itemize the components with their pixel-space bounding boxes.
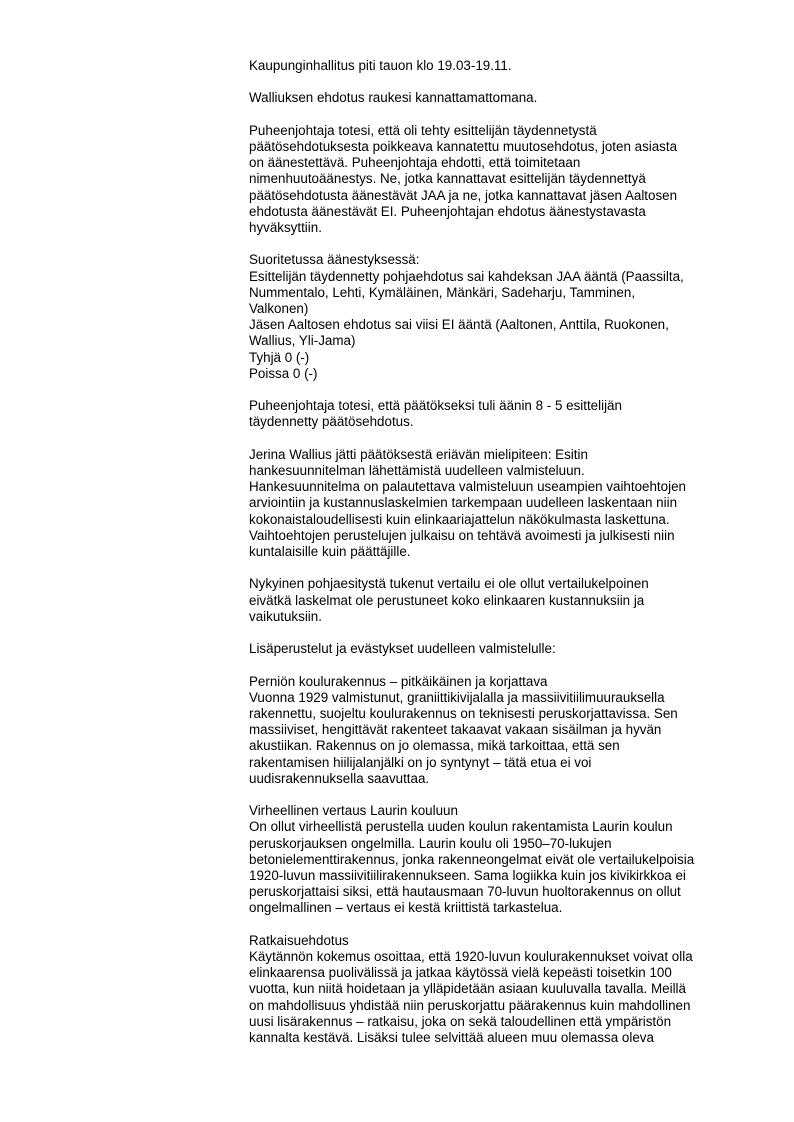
paragraph-section-solution xyxy=(249,933,749,1046)
text-line: peruskorjauksen ongelmilla. Laurin koulu oli 1950–70-lukujen xyxy=(249,835,612,851)
text-line: uusi lisärakennus – ratkaisu, joka on sekä taloudellinen että ympäristön xyxy=(249,1013,672,1029)
paragraph-additional-grounds-heading xyxy=(249,641,749,657)
text-line: hankesuunnitelman lähettämistä uudelleen valmisteluun. xyxy=(249,463,585,478)
text-line: Puheenjohtaja totesi, että oli tehty esittelijän täydennetystä xyxy=(249,122,597,138)
text-line: Vaihtoehtojen perustelujen julkaisu on tehtävä avoimesti ja julkisesti niin xyxy=(249,527,675,543)
text-line: betonielementtirakennus, jonka rakenneongelmat eivät ole vertailukelpoisia xyxy=(249,851,695,867)
text-line: Wallius, Yli-Jama) xyxy=(249,333,356,349)
text-line: on äänestettävä. Puheenjohtaja ehdotti, että toimitetaan xyxy=(249,155,581,171)
text-line: hyväksyttiin. xyxy=(249,220,322,235)
text-line: elinkaarensa puolivälissä ja jatkaa käytössä vielä kepeästi toisetkin 100 xyxy=(249,965,672,981)
text-line: Jäsen Aaltosen ehdotus sai viisi EI ääntä (Aaltonen, Anttila, Ruokonen, xyxy=(249,317,669,333)
paragraph-dissent-opinion xyxy=(249,447,749,560)
text-line: arviointiin ja kustannuslaskelmien tarkempaan uudelleen laskentaan niin xyxy=(249,495,678,511)
paragraph-chair-statement xyxy=(249,123,749,236)
text-line: Jerina Wallius jätti päätöksestä eriävän mielipiteen: Esitin xyxy=(249,446,588,462)
text-line: On ollut virheellistä perustella uuden koulun rakentamista Laurin koulun xyxy=(249,819,673,835)
text-line: kuntalaisille kuin päättäjille. xyxy=(249,544,411,560)
text-line: Puheenjohtaja totesi, että päätökseksi tuli äänin 8 - 5 esittelijän xyxy=(249,398,622,414)
text-line: Käytännön kokemus osoittaa, että 1920-luvun koulurakennukset voivat olla xyxy=(249,949,693,965)
text-line: eivätkä laskelmat ole perustuneet koko elinkaaren kustannuksiin ja xyxy=(249,592,645,608)
text-line: päätösehdotuksesta poikkeava kannatettu muutosehdotus, joten asiasta xyxy=(249,138,678,154)
text-line: rakentamisen hiilijalanjälki on jo syntynyt – tätä etua ei voi xyxy=(249,754,592,770)
text-line: päätösehdotusta äänestävät JAA ja ne, jotka kannattavat jäsen Aaltosen xyxy=(249,187,678,203)
text-line: 1920-luvun massiivitiilirakennukseen. Sama logiikka kuin jos kivikirkkoa ei xyxy=(249,868,686,884)
text-line: Valkonen) xyxy=(249,301,309,316)
paragraph-section-pernio-school xyxy=(249,674,749,787)
text-line: rakennettu, suojeltu koulurakennus on teknisesti peruskorjattavissa. Sen xyxy=(249,706,678,721)
text-line: nimenhuutoäänestys. Ne, jotka kannattavat esittelijän täydennettyä xyxy=(249,171,646,187)
text-line: Lisäperustelut ja evästykset uudelleen valmistelulle: xyxy=(249,641,556,657)
text-line: Nummentalo, Lehti, Kymäläinen, Mänkäri, Sadeharju, Tamminen, xyxy=(249,284,636,300)
text-line: Virheellinen vertaus Laurin kouluun xyxy=(249,803,458,819)
text-line: Nykyinen pohjaesitystä tukenut vertailu ei ole ollut vertailukelpoinen xyxy=(249,576,649,592)
text-line: Poissa 0 (-) xyxy=(249,365,318,381)
text-line: akustiikan. Rakennus on jo olemassa, mikä tarkoittaa, että sen xyxy=(249,738,620,754)
paragraph-decision xyxy=(249,398,749,430)
text-line: Esittelijän täydennetty pohjaehdotus sai kahdeksan JAA ääntä (Paassilta, xyxy=(249,268,684,284)
text-line: Perniön koulurakennus – pitkäikäinen ja korjattava xyxy=(249,673,548,689)
paragraph-section-lauri-comparison xyxy=(249,803,749,916)
text-line: Tyhjä 0 (-) xyxy=(249,349,310,365)
text-line: Walliuksen ehdotus raukesi kannattamattomana. xyxy=(249,90,538,106)
text-line: kannalta kestävä. Lisäksi tulee selvittää alueen muu olemassa oleva xyxy=(249,1030,654,1046)
text-line: ehdotusta äänestävät EI. Puheenjohtajan ehdotus äänestystavasta xyxy=(249,203,646,219)
text-line: täydennetty päätösehdotus. xyxy=(249,414,414,430)
text-line: peruskorjattaisi siksi, että hautausmaan 70-luvun huoltorakennus on ollut xyxy=(249,884,681,900)
paragraph-vote-results xyxy=(249,252,749,382)
document-page xyxy=(249,58,749,1062)
paragraph-break-note xyxy=(249,58,749,74)
text-line: ongelmallinen – vertaus ei kestä kriittistä tarkastelua. xyxy=(249,900,563,916)
text-line: vaikutuksiin. xyxy=(249,608,322,624)
text-line: Vuonna 1929 valmistunut, graniittikivijalalla ja massiivitiilimuurauksella xyxy=(249,689,665,705)
text-line: kokonaistaloudellisesti kuin elinkaariajattelun näkökulmasta laskettuna. xyxy=(249,511,670,527)
text-line: Ratkaisuehdotus xyxy=(249,932,349,948)
text-line: uudisrakennuksella saavuttaa. xyxy=(249,770,430,786)
text-line: Kaupunginhallitus piti tauon klo 19.03-19.11. xyxy=(249,58,512,73)
text-line: Hankesuunnitelma on palautettava valmisteluun useampien vaihtoehtojen xyxy=(249,479,686,495)
text-line: on mahdollisuus yhdistää niin peruskorjattu päärakennus kuin mahdollinen xyxy=(249,997,691,1013)
paragraph-proposal-fell xyxy=(249,90,749,106)
text-line: massiiviset, hengittävät rakenteet takaavat vakaan sisäilman ja hyvän xyxy=(249,722,662,738)
text-line: Suoritetussa äänestyksessä: xyxy=(249,252,420,268)
paragraph-comparison-note xyxy=(249,576,749,625)
text-line: vuotta, kun niitä hoidetaan ja ylläpidetään asiaan kuuluvalla tavalla. Meillä xyxy=(249,981,686,997)
